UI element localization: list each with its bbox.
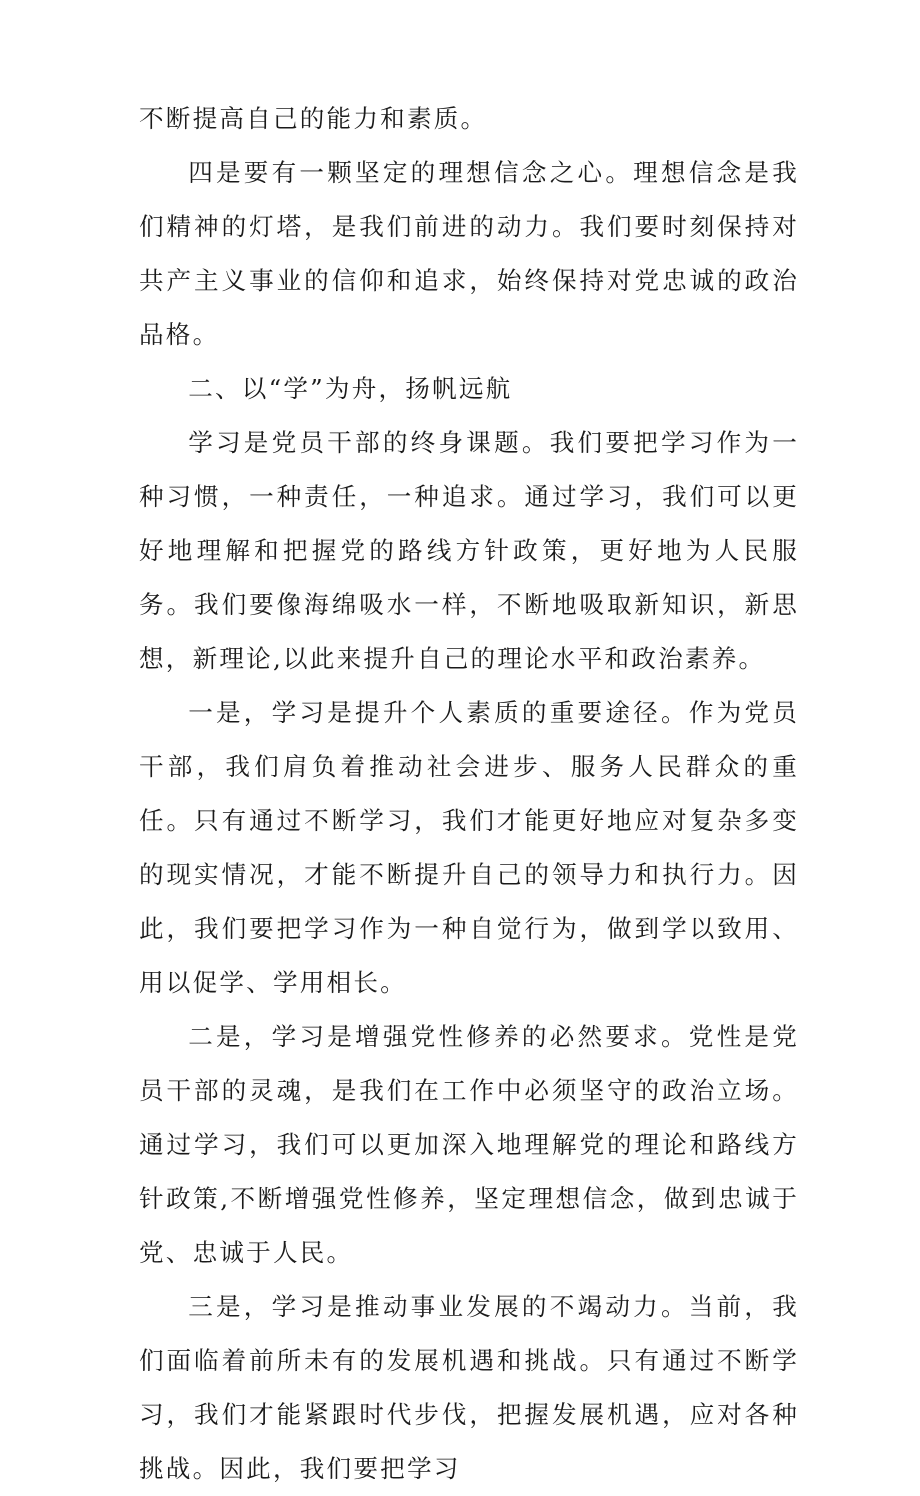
- document-body: [139, 92, 799, 1496]
- paragraph-point-three: 三是，学习是推动事业发展的不竭动力。当前，我们面临着前所未有的发展机遇和挑战。只有通过不断学习，我们才能紧跟时代步伐，把握发展机遇，应对各种挑战。因此，我们要把学习: [139, 1292, 799, 1483]
- paragraph-learning-intro: 学习是党员干部的终身课题。我们要把学习作为一种习惯，一种责任，一种追求。通过学习，我们可以更好地理解和把握党的路线方针政策，更好地为人民服务。我们要像海绵吸水一样，不断地吸取新知识，新思想，新理论,以此来提升自己的理论水平和政治素养。: [139, 428, 799, 673]
- paragraph-point-one: 一是，学习是提升个人素质的重要途径。作为党员干部，我们肩负着推动社会进步、服务人民群众的重任。只有通过不断学习，我们才能更好地应对复杂多变的现实情况，才能不断提升自己的领导力和执行力。因此，我们要把学习作为一种自觉行为，做到学以致用、用以促学、学用相长。: [139, 698, 799, 997]
- section-heading-two: 二、以“学”为舟，扬帆远航: [188, 374, 513, 403]
- paragraph-point-two: 二是，学习是增强党性修养的必然要求。党性是党员干部的灵魂，是我们在工作中必须坚守的政治立场。通过学习，我们可以更加深入地理解党的理论和路线方针政策,不断增强党性修养，坚定理想信念，做到忠诚于党、忠诚于人民。: [139, 1022, 799, 1267]
- paragraph-continuation: 不断提高自己的能力和素质。: [139, 104, 488, 133]
- paragraph-point-four: 四是要有一颗坚定的理想信念之心。理想信念是我们精神的灯塔，是我们前进的动力。我们要时刻保持对共产主义事业的信仰和追求，始终保持对党忠诚的政治品格。: [139, 158, 799, 349]
